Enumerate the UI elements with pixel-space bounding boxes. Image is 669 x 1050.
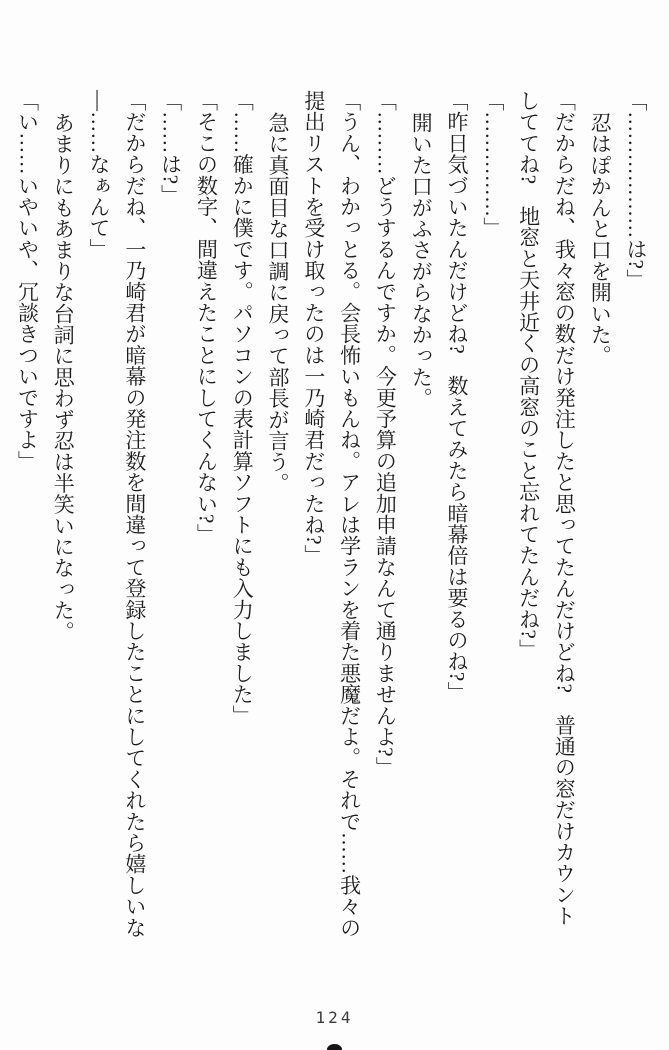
text-line: しててね? 地窓と天井近くの高窓のこと忘れてたんだね?」 — [516, 90, 541, 661]
text-line: 急に真面目な口調に戻って部長が言う。 — [266, 111, 291, 494]
vertical-text-block — [9, 90, 653, 958]
text-line: 「うん、わかっとる。会長怖いもんね。アレは学ランを着た悪魔だよ。それで……我々の — [337, 90, 362, 938]
text-line: 「……確かに僕です。パソコンの表計算ソフトにも入力しました」 — [230, 90, 255, 726]
text-line: あまりにもあまりな台詞に思わず忍は半笑いになった。 — [51, 111, 76, 642]
text-line: ―……なぁんて」 — [87, 90, 112, 260]
text-line: 「………………は?」 — [624, 90, 648, 291]
text-line: 「だからだね、一乃崎君が暗幕の発注数を間違って登録したことにしてくれたら嬉しいな — [122, 90, 147, 938]
text-line: 提出リストを受け取ったのは一乃崎君だったね?」 — [301, 90, 326, 566]
text-line: 「昨日気づいたんだけどね? 数えてみたら暗幕倍は要るのね?」 — [445, 90, 470, 703]
text-line: 「……は?」 — [158, 90, 183, 206]
text-line: 「……………」 — [480, 90, 505, 239]
text-line: 忍はぽかんと口を開いた。 — [588, 111, 613, 366]
page-number: 124 — [315, 1008, 354, 1027]
bottom-mark-dot — [327, 1044, 342, 1050]
text-line: 「………どうするんですか。今更予算の追加申請なんて通りませんよ?」 — [373, 90, 398, 778]
text-line: 開いた口がふさがらなかった。 — [409, 111, 434, 409]
text-line: 「だからだね、我々窓の数だけ発注したと思ってたんだけどね? 普通の窓だけカウント — [552, 90, 577, 927]
text-line: 「そこの数字、間違えたことにしてくんない?」 — [194, 90, 219, 545]
text-line: 「い……いやいや、冗談きついですよ」 — [15, 90, 40, 472]
